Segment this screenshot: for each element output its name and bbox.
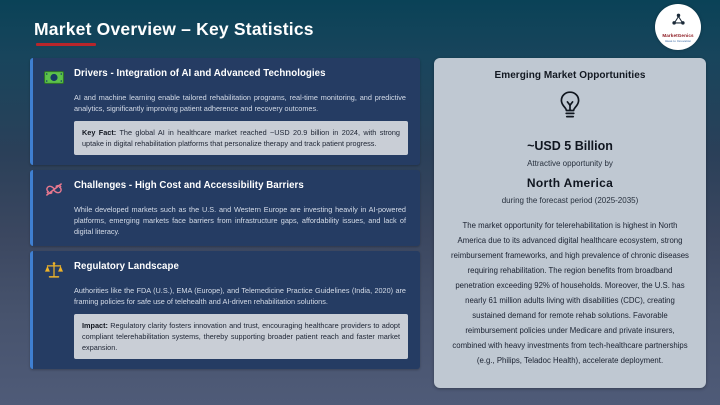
- card-drivers[interactable]: [30, 58, 420, 165]
- key-fact-text: The global AI in healthcare market reached ~USD 20.9 billion in 2024, with strong uptake in digital rehabilitation platforms that personalize therapy and track patient progress.: [82, 128, 400, 148]
- opportunity-region: North America: [526, 176, 614, 190]
- broken-link-icon: [43, 179, 65, 199]
- card-challenges[interactable]: [30, 170, 420, 246]
- forecast-period: during the forecast period (2025-2035): [501, 196, 639, 205]
- emerging-opportunities-panel: [434, 58, 706, 388]
- card-body: Authorities like the FDA (U.S.), EMA (Europe), and Telemedicine Practice Guidelines (India, 2020) are framing policies for safe use of telehealth and AI-driven rehabilitation solutions.: [74, 286, 406, 306]
- card-body: While developed markets such as the U.S. and Western Europe are investing heavily in AI-powered platforms, emerging markets face barriers from infrastructure gaps, affordability issues, and lack of digital literacy.: [74, 205, 406, 236]
- impact-box: [74, 314, 408, 359]
- key-fact-box: [74, 121, 408, 155]
- logo-tagline: Ideas to Innovation: [664, 38, 692, 43]
- money-banknote-icon: [43, 67, 65, 87]
- balance-scales-icon: [43, 260, 65, 280]
- logo-name: MarketGenics: [662, 33, 694, 38]
- lightbulb-icon: [557, 90, 583, 127]
- card-title: Drivers - Integration of AI and Advanced Technologies: [74, 68, 326, 79]
- opportunity-value-caption: Attractive opportunity by: [527, 159, 613, 168]
- insight-card-list: [30, 58, 420, 374]
- title-underline: [36, 43, 96, 46]
- molecule-network-icon: [671, 13, 686, 32]
- card-title: Challenges - High Cost and Accessibility Barriers: [74, 180, 304, 191]
- impact-text: Regulatory clarity fosters innovation and trust, encouraging healthcare providers to adopt compliant telerehabilitation systems, thereby supporting broader patient reach and faster market expansion.: [82, 321, 400, 352]
- opportunity-value: ~USD 5 Billion: [527, 139, 613, 153]
- impact-label: Impact:: [82, 321, 108, 330]
- card-header: [43, 259, 408, 280]
- brand-logo: [655, 4, 701, 50]
- card-header: [43, 178, 408, 199]
- card-header: [43, 66, 408, 87]
- slide-header: [0, 0, 720, 52]
- opportunity-description: The market opportunity for telerehabilitation is highest in North America due to its advanced digital healthcare ecosystem, strong reimbursement frameworks, and high prevalence of chronic diseases requiring rehabilitation. The region benefits from broadband penetration exceeding 92% of households. Moreover, the U.S. has nearly 61 million adults living with disabilities (CDC), creating sustained demand for remote rehab solutions. Favorable reimbursement policies under Medicare and private insurers, combined with heavy investments from tech-healthcare partnerships (e.g., Philips, Teladoc Health), accelerate deployment.: [451, 221, 689, 365]
- panel-title: Emerging Market Opportunities: [494, 70, 646, 81]
- key-fact-label: Key Fact:: [82, 128, 117, 137]
- card-title: Regulatory Landscape: [74, 261, 179, 272]
- card-body: AI and machine learning enable tailored rehabilitation programs, real-time monitoring, and predictive analytics, significantly improving patient adherence and recovery outcomes.: [74, 93, 406, 113]
- card-regulatory[interactable]: [30, 251, 420, 369]
- page-title: Market Overview – Key Statistics: [34, 19, 314, 39]
